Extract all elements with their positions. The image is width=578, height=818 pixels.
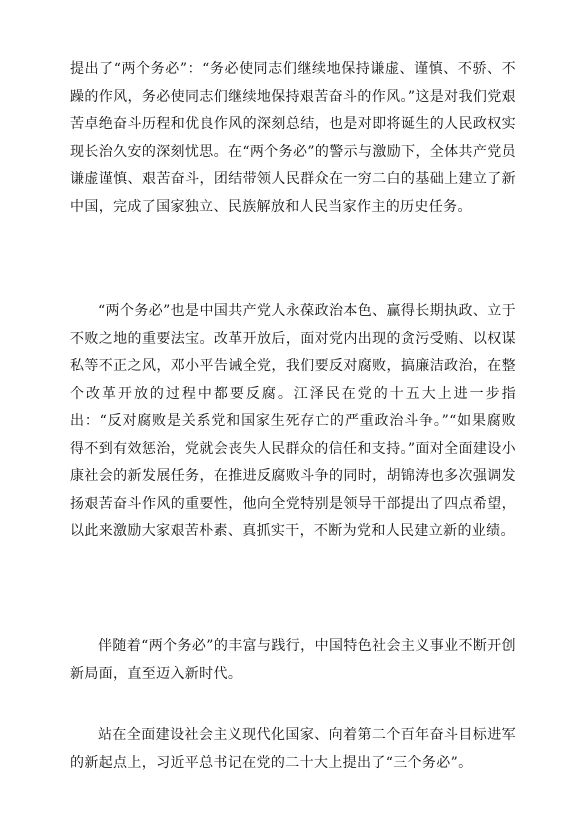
paragraph-2: “两个务必”也是中国共产党人永葆政治本色、赢得长期执政、立于不败之地的重要法宝。改革开放后，面对党内出现的贪污受贿、以权谋私等不正之风，邓小平告诫全党，我们要反对腐败，搞廉洁政治，在整个改革开放的过程中都要反腐。江泽民在党的十五大上进一步指出：“反对腐败是关系党和国家生死存亡的严重政治斗争。”“如果腐败得不到有效惩治，党就会丧失人民群众的信任和支持。”面对全面建设小康社会的新发展任务，在推进反腐败斗争的同时，胡锦涛也多次强调发扬艰苦奋斗作风的重要性，他向全党特别是领导干部提出了四点希望，以此来激励大家艰苦朴素、真抓实干，不断为党和人民建立新的业绩。	[70, 303, 516, 539]
paragraph-3: 伴随着“两个务必”的丰富与践行，中国特色社会主义事业不断开创新局面，直至迈入新时代。	[70, 638, 516, 682]
paragraph-1: 提出了“两个务必”：“务必使同志们继续地保持谦虚、谨慎、不骄、不躁的作风，务必使同志们继续地保持艰苦奋斗的作风。”这是对我们党艰苦卓绝奋斗历程和优良作风的深刻总结，也是对即将诞生的人民政权实现长治久安的深刻忧思。在“两个务必”的警示与激励下，全体共产党员谦虚谨慎、艰苦奋斗，团结带领人民群众在一穷二白的基础上建立了新中国，完成了国家独立、民族解放和人民当家作主的历史任务。	[70, 61, 516, 215]
paragraph-4: 站在全面建设社会主义现代化国家、向着第二个百年奋斗目标进军的新起点上，习近平总书记在党的二十大上提出了“三个务必”。	[70, 727, 516, 771]
